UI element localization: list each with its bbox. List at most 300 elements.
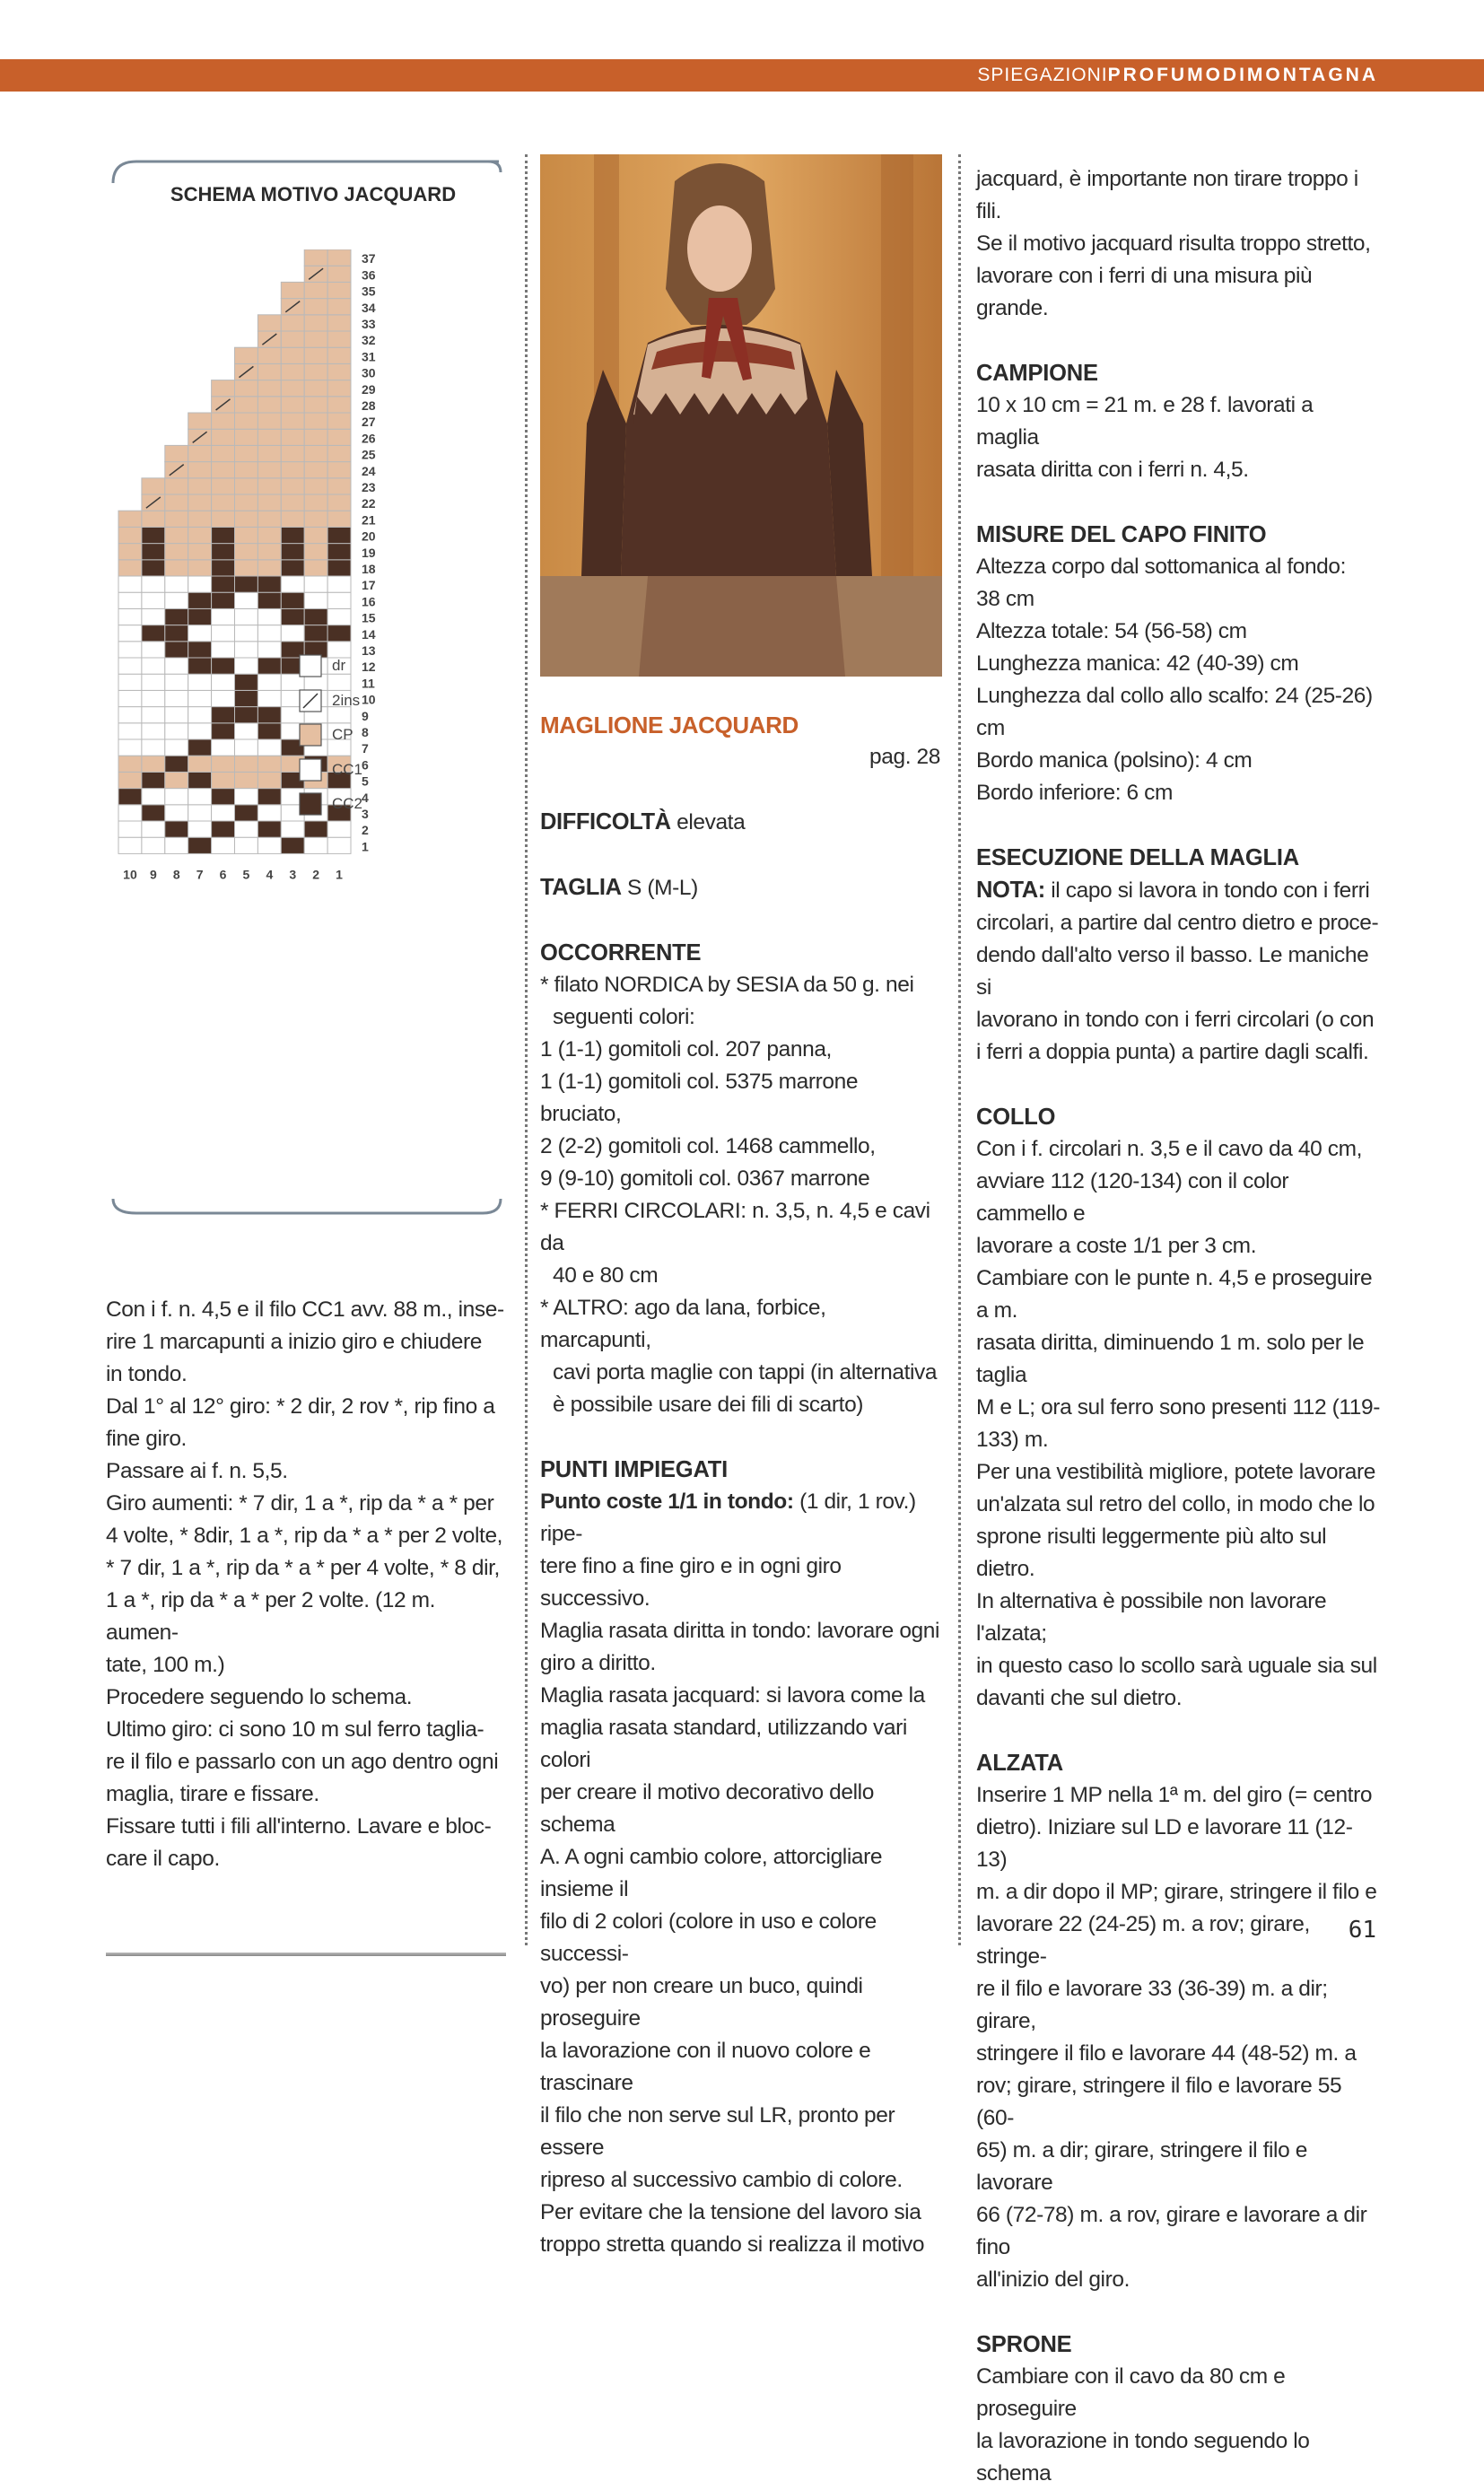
chart-cell: [212, 658, 235, 674]
row-label: 15: [362, 610, 376, 625]
chart-cell: [212, 625, 235, 642]
chart-cell: [212, 805, 235, 821]
chart-cell: [258, 380, 281, 397]
right-column: [976, 163, 1380, 2490]
row-label: 23: [362, 480, 376, 494]
row-label: 31: [362, 349, 376, 364]
chart-cell: [188, 723, 212, 739]
chart-cell: [258, 429, 281, 445]
chart-cell: [258, 397, 281, 413]
chart-cell: [212, 837, 235, 853]
esecuzione-text: [976, 907, 1380, 1069]
text-line: 38 cm: [976, 587, 1034, 611]
chart-cell: [212, 478, 235, 494]
chart-cell: [165, 445, 188, 461]
chart-cell: [281, 592, 304, 608]
chart-cell: [327, 331, 351, 347]
row-label: 4: [362, 790, 369, 805]
text-line: 1 a *, rip da * a * per 2 volte. (12 m. aumen-: [106, 1588, 436, 1645]
chart-cell: [188, 739, 212, 756]
chart-cell: [188, 789, 212, 805]
chart-cell: [235, 445, 258, 461]
text-line: rasata diritta, diminuendo 1 m. solo per le taglia: [976, 1331, 1365, 1387]
chart-cell: [118, 527, 142, 543]
size-value: S (M-L): [627, 876, 698, 900]
row-label: 30: [362, 365, 376, 380]
stitches-text: [540, 1551, 940, 2261]
text-line: Lunghezza dal collo allo scalfo: 24 (25-26) cm: [976, 684, 1373, 740]
nota-line: [976, 874, 1380, 907]
text-line: * ALTRO: ago da lana, forbice, marcapunti,: [540, 1296, 826, 1352]
left-instructions: [106, 1294, 508, 1875]
col-label: 5: [242, 867, 250, 882]
chart-cell: [258, 821, 281, 837]
text-line: è possibile usare dei fili di scarto): [553, 1393, 864, 1417]
punti-first-line: [540, 1486, 940, 1551]
chart-cell: [235, 690, 258, 706]
chart-cell: [165, 772, 188, 788]
text-line: in questo caso lo scollo sarà uguale sia sul: [976, 1654, 1377, 1678]
row-label: 12: [362, 660, 376, 675]
col-label: 4: [266, 867, 274, 882]
text-line: 9 (9-10) gomitoli col. 0367 marrone: [540, 1166, 870, 1191]
chart-cell: [304, 544, 327, 560]
chart-cell: [304, 413, 327, 429]
chart-cell: [327, 707, 351, 723]
chart-cell: [212, 592, 235, 608]
row-label: 29: [362, 381, 376, 397]
chart-cell: [304, 249, 327, 266]
legend-label: CC2: [332, 795, 363, 812]
text-line: Maglia rasata jacquard: si lavora come la: [540, 1683, 925, 1708]
chart-cell: [212, 380, 235, 397]
chart-cell: [258, 772, 281, 788]
text-line: seguenti colori:: [553, 1005, 695, 1029]
chart-cell: [304, 429, 327, 445]
chart-cell: [304, 478, 327, 494]
chart-cell: [188, 707, 212, 723]
text-line: Fissare tutti i fili all'interno. Lavare e bloc-: [106, 1814, 492, 1839]
text-line: 2 (2-2) gomitoli col. 1468 cammello,: [540, 1134, 876, 1158]
row-label: 25: [362, 447, 376, 462]
text-line: sprone risulti leggermente più alto sul dietro.: [976, 1525, 1327, 1581]
text-line: maglia, tirare e fissare.: [106, 1782, 319, 1806]
chart-cell: [258, 805, 281, 821]
chart-cell: [118, 560, 142, 576]
chart-cell: [235, 494, 258, 511]
text-line: re il filo e passarlo con un ago dentro ogni: [106, 1750, 499, 1774]
col-label: 3: [289, 867, 297, 882]
chart-cell: [235, 397, 258, 413]
chart-cell: [142, 658, 165, 674]
chart-cell: [212, 462, 235, 478]
chart-cell: [258, 789, 281, 805]
collo-text: [976, 1133, 1380, 1715]
text-line: Passare ai f. n. 5,5.: [106, 1459, 288, 1483]
chart-cell: [212, 642, 235, 658]
chart-cell: [258, 576, 281, 592]
chart-cell: [165, 707, 188, 723]
chart-cell: [142, 723, 165, 739]
chart-cell: [304, 445, 327, 461]
text-line: dietro). Iniziare sul LD e lavorare 11 (12-13): [976, 1815, 1353, 1872]
chart-cell: [188, 592, 212, 608]
chart-cell: [212, 429, 235, 445]
text-line: * FERRI CIRCOLARI: n. 3,5, n. 4,5 e cavi da: [540, 1199, 930, 1255]
row-label: 32: [362, 333, 376, 348]
chart-cell: [118, 642, 142, 658]
size: [540, 871, 940, 904]
chart-cell: [327, 445, 351, 461]
text-line: maglia rasata standard, utilizzando vari colori: [540, 1716, 907, 1772]
punti-bold: Punto coste 1/1 in tondo:: [540, 1490, 794, 1514]
chart-cell: [235, 478, 258, 494]
chart-cell: [258, 347, 281, 363]
chart-cell: [118, 544, 142, 560]
chart-cell: [118, 739, 142, 756]
chart-cell: [118, 837, 142, 853]
chart-cell: [212, 756, 235, 772]
chart-cell: [165, 511, 188, 527]
chart-cell: [258, 756, 281, 772]
chart-cell: [118, 821, 142, 837]
row-label: 34: [362, 300, 376, 315]
chart-cell: [188, 478, 212, 494]
text-line: lavorare a coste 1/1 per 3 cm.: [976, 1234, 1257, 1258]
chart-cell: [327, 315, 351, 331]
alzata-title: ALZATA: [976, 1751, 1063, 1776]
chart-cell: [212, 608, 235, 625]
text-line: Bordo manica (polsino): 4 cm: [976, 748, 1253, 773]
chart-cell: [304, 282, 327, 298]
text-line: In alternativa è possibile non lavorare l'alzata;: [976, 1589, 1327, 1646]
chart-cell: [165, 625, 188, 642]
chart-cell: [165, 756, 188, 772]
legend-swatch-CC2: [300, 793, 321, 815]
chart-cell: [165, 560, 188, 576]
chart-cell: [212, 544, 235, 560]
size-label: TAGLIA: [540, 875, 622, 900]
text-line: tere fino a fine giro e in ogni giro successivo.: [540, 1554, 842, 1611]
row-label: 27: [362, 415, 376, 430]
nota-bold: NOTA:: [976, 878, 1045, 903]
chart-cell: [258, 315, 281, 331]
chart-cell: [304, 363, 327, 380]
chart-cell: [304, 299, 327, 315]
chart-cell: [188, 445, 212, 461]
chart-cell: [212, 527, 235, 543]
chart-cell: [258, 674, 281, 690]
chart-cell: [258, 527, 281, 543]
chart-cell: [235, 674, 258, 690]
difficulty: [540, 806, 940, 839]
chart-cell: [258, 478, 281, 494]
column-divider-right: [958, 154, 961, 1945]
text-line: vo) per non creare un buco, quindi proseguire: [540, 1974, 863, 2031]
chart-cell: [281, 331, 304, 347]
legend-label: CC1: [332, 761, 363, 778]
chart-cell: [188, 462, 212, 478]
collo-title: COLLO: [976, 1105, 1056, 1130]
chart-cell: [235, 837, 258, 853]
col-label: 1: [336, 867, 343, 882]
chart-cell: [258, 363, 281, 380]
chart-cell: [235, 625, 258, 642]
chart-cell: [165, 789, 188, 805]
chart-cell: [118, 756, 142, 772]
pattern-title: MAGLIONE JACQUARD: [540, 712, 799, 738]
chart-cell: [235, 707, 258, 723]
chart-cell: [304, 560, 327, 576]
chart-cell: [142, 625, 165, 642]
legend-label: 2ins: [332, 692, 361, 709]
row-label: 17: [362, 578, 376, 593]
chart-cell: [327, 478, 351, 494]
text-line: filo di 2 colori (colore in uso e colore successi-: [540, 1909, 877, 1966]
text-line: un'alzata sul retro del collo, in modo che lo: [976, 1492, 1375, 1516]
chart-cell: [118, 625, 142, 642]
chart-cell: [142, 821, 165, 837]
text-line: Cambiare con il cavo da 80 cm e proseguire: [976, 2364, 1286, 2421]
text-line: cavi porta maglie con tappi (in alternativa: [553, 1360, 938, 1385]
chart-cell: [212, 707, 235, 723]
text-line: davanti che sul dietro.: [976, 1686, 1183, 1710]
chart-cell: [281, 560, 304, 576]
chart-cell: [212, 494, 235, 511]
legend-swatch-CP: [300, 724, 321, 746]
chart-cell: [165, 674, 188, 690]
chart-cell: [188, 544, 212, 560]
chart-cell: [258, 511, 281, 527]
chart-cell: [212, 560, 235, 576]
chart-cell: [304, 608, 327, 625]
chart-cell: [165, 805, 188, 821]
chart-cell: [235, 413, 258, 429]
text-line: troppo stretta quando si realizza il motivo: [540, 2232, 925, 2257]
row-label: 37: [362, 251, 376, 266]
chart-cell: [327, 674, 351, 690]
chart-cell: [258, 494, 281, 511]
chart-cell: [281, 511, 304, 527]
chart-cell: [235, 756, 258, 772]
chart-cell: [142, 544, 165, 560]
chart-cell: [142, 837, 165, 853]
chart-cell: [281, 363, 304, 380]
chart-cell: [327, 837, 351, 853]
text-line: Maglia rasata diritta in tondo: lavorare ogni: [540, 1619, 940, 1643]
intro-text: [976, 163, 1380, 325]
chart-cell: [258, 592, 281, 608]
chart-cell: [304, 462, 327, 478]
chart-cell: [327, 608, 351, 625]
chart-cell: [281, 445, 304, 461]
chart-cell: [142, 560, 165, 576]
chart-cell: [118, 805, 142, 821]
text-line: 66 (72-78) m. a rov, girare e lavorare a dir fino: [976, 2203, 1367, 2259]
chart-cell: [327, 266, 351, 282]
text-line: 1 (1-1) gomitoli col. 5375 marrone bruciato,: [540, 1070, 859, 1126]
text-line: Procedere seguendo lo schema.: [106, 1685, 413, 1709]
row-label: 35: [362, 284, 376, 299]
chart-cell: [235, 544, 258, 560]
chart-cell: [165, 658, 188, 674]
chart-cell: [212, 723, 235, 739]
header-section: SPIEGAZIONI: [977, 65, 1108, 85]
sprone-title: SPRONE: [976, 2332, 1072, 2357]
text-line: Altezza totale: 54 (56-58) cm: [976, 619, 1247, 643]
text-line: 1 (1-1) gomitoli col. 207 panna,: [540, 1037, 832, 1062]
chart-cell: [235, 592, 258, 608]
chart-cell: [258, 625, 281, 642]
chart-cell: [327, 397, 351, 413]
chart-cell: [327, 299, 351, 315]
row-label: 5: [362, 773, 369, 789]
chart-cell: [142, 690, 165, 706]
row-label: 22: [362, 496, 376, 511]
text-line: * filato NORDICA by SESIA da 50 g. nei: [540, 973, 914, 997]
chart-cell: [327, 413, 351, 429]
text-line: stringere il filo e lavorare 44 (48-52) m. a: [976, 2041, 1357, 2066]
chart-cell: [281, 347, 304, 363]
chart-cell: [304, 625, 327, 642]
esecuzione-title: ESECUZIONE DELLA MAGLIA: [976, 845, 1299, 870]
chart-cell: [165, 608, 188, 625]
chart-cell: [212, 772, 235, 788]
row-label: 14: [362, 626, 376, 642]
text-line: la lavorazione in tondo seguendo lo schema: [976, 2429, 1310, 2486]
chart-cell: [188, 511, 212, 527]
chart-cell: [188, 608, 212, 625]
text-line: 40 e 80 cm: [553, 1263, 659, 1288]
text-line: rire 1 marcapunti a inizio giro e chiudere: [106, 1330, 482, 1354]
chart-cell: [165, 494, 188, 511]
chart-cell: [258, 739, 281, 756]
row-label: 6: [362, 757, 369, 773]
chart-cell: [165, 592, 188, 608]
text-line: ripreso al successivo cambio di colore.: [540, 2168, 903, 2192]
chart-cell: [327, 592, 351, 608]
text-line: 10 x 10 cm = 21 m. e 28 f. lavorati a maglia: [976, 393, 1314, 450]
col-label: 9: [149, 867, 157, 882]
chart-cell: [165, 642, 188, 658]
chart-cell: [281, 527, 304, 543]
chart-cell: [304, 380, 327, 397]
chart-cell: [235, 560, 258, 576]
chart-cell: [235, 511, 258, 527]
text-line: Inserire 1 MP nella 1ª m. del giro (= centro: [976, 1783, 1373, 1807]
legend-label: CP: [332, 726, 354, 743]
row-label: 19: [362, 545, 376, 560]
legend-swatch-CC1: [300, 759, 321, 781]
text-line: Ultimo giro: ci sono 10 m sul ferro taglia-: [106, 1717, 484, 1742]
chart-cell: [212, 413, 235, 429]
text-line: Per evitare che la tensione del lavoro sia: [540, 2200, 921, 2224]
text-line: Dal 1° al 12° giro: * 2 dir, 2 rov *, rip fino a: [106, 1394, 495, 1419]
chart-cell: [142, 756, 165, 772]
text-line: rasata diritta con i ferri n. 4,5.: [976, 458, 1249, 482]
chart-cell: [258, 837, 281, 853]
chart-cell: [118, 707, 142, 723]
chart-cell: [212, 511, 235, 527]
nota-first: il capo si lavora in tondo con i ferri: [1051, 878, 1370, 903]
row-label: 2: [362, 823, 369, 838]
col-label: 7: [196, 867, 204, 882]
text-line: circolari, a partire dal centro dietro e proce-: [976, 911, 1379, 935]
chart-cell: [327, 576, 351, 592]
chart-cell: [235, 789, 258, 805]
chart-cell: [235, 380, 258, 397]
text-line: giro a diritto.: [540, 1651, 656, 1675]
chart-cell: [258, 642, 281, 658]
chart-cell: [258, 544, 281, 560]
chart-cell: [235, 739, 258, 756]
chart-cell: [165, 544, 188, 560]
text-line: Se il motivo jacquard risulta troppo stretto,: [976, 232, 1371, 256]
chart-cell: [188, 642, 212, 658]
text-line: * 7 dir, 1 a *, rip da * a * per 4 volte, * 8 dir,: [106, 1556, 500, 1580]
chart-cell: [281, 429, 304, 445]
chart-cell: [188, 494, 212, 511]
chart-cell: [258, 560, 281, 576]
text-line: all'inizio del giro.: [976, 2267, 1130, 2292]
chart-cell: [118, 723, 142, 739]
text-line: Per una vestibilità migliore, potete lavorare: [976, 1460, 1376, 1484]
chart-cell: [327, 560, 351, 576]
chart-cell: [281, 478, 304, 494]
text-line: dendo dall'alto verso il basso. Le maniche si: [976, 943, 1369, 1000]
chart-cell: [327, 282, 351, 298]
chart-cell: [165, 723, 188, 739]
text-line: Con i f. circolari n. 3,5 e il cavo da 40 cm,: [976, 1137, 1362, 1161]
chart-cell: [235, 527, 258, 543]
chart-cell: [165, 690, 188, 706]
row-label: 9: [362, 708, 369, 723]
chart-cell: [258, 445, 281, 461]
text-line: la lavorazione con il nuovo colore e trascinare: [540, 2039, 871, 2095]
misure-text: [976, 551, 1380, 809]
chart-cell: [327, 249, 351, 266]
chart-cell: [118, 789, 142, 805]
chart-cell: [281, 576, 304, 592]
difficulty-value: elevata: [677, 810, 746, 834]
chart-cell: [165, 821, 188, 837]
row-label: 36: [362, 267, 376, 283]
header-title: [977, 65, 1378, 86]
chart-cell: [281, 821, 304, 837]
chart-cell: [327, 429, 351, 445]
chart-cell: [304, 837, 327, 853]
text-line: rov; girare, stringere il filo e lavorare 55 (60-: [976, 2074, 1342, 2130]
chart-cell: [304, 821, 327, 837]
chart-cell: [281, 397, 304, 413]
chart-cell: [281, 462, 304, 478]
chart-cell: [165, 576, 188, 592]
chart-cell: [327, 462, 351, 478]
chart-cell: [212, 576, 235, 592]
chart-cell: [258, 690, 281, 706]
chart-cell: [304, 592, 327, 608]
row-label: 28: [362, 398, 376, 413]
schema-title: SCHEMA MOTIVO JACQUARD: [170, 183, 457, 205]
row-label: 21: [362, 512, 376, 528]
chart-cell: [212, 789, 235, 805]
chart-cell: [188, 625, 212, 642]
text-line: in tondo.: [106, 1362, 188, 1386]
chart-cell: [212, 821, 235, 837]
chart-cell: [281, 608, 304, 625]
chart-cell: [235, 347, 258, 363]
chart-cell: [118, 690, 142, 706]
